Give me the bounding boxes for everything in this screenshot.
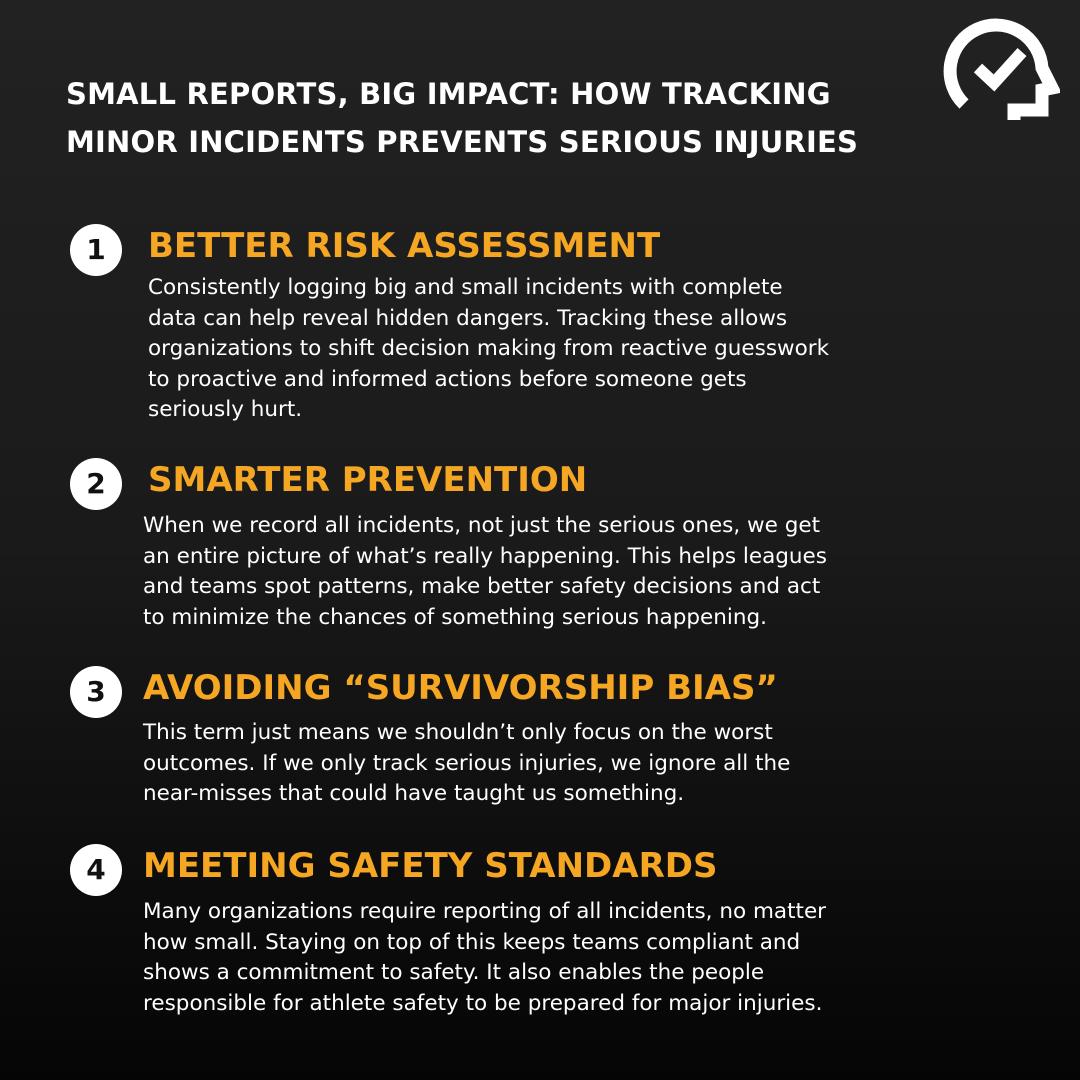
body-line: seriously hurt. (148, 397, 303, 422)
section-heading: MEETING SAFETY STANDARDS (143, 846, 718, 886)
section-body (148, 273, 888, 426)
number-badge: 1 (70, 224, 122, 276)
body-line: organizations to shift decision making from reactive guesswork (148, 336, 830, 361)
body-line: This term just means we shouldn’t only focus on the worst (143, 720, 773, 745)
section-body (143, 897, 883, 1019)
section-body (143, 511, 883, 633)
section-heading: BETTER RISK ASSESSMENT (148, 226, 661, 266)
body-line: Many organizations require reporting of all incidents, no matter (143, 899, 827, 924)
section-heading: SMARTER PREVENTION (148, 460, 588, 500)
body-line: an entire picture of what’s really happening. This helps leagues (143, 543, 827, 569)
body-line: to minimize the chances of something serious happening. (143, 604, 767, 630)
body-line: responsible for athlete safety to be prepared for major injuries. (143, 990, 823, 1016)
body-line: to proactive and informed actions before someone gets (148, 366, 747, 392)
body-line: Consistently logging big and small incidents with complete (148, 275, 783, 300)
number-badge: 4 (70, 844, 122, 896)
page-title (66, 70, 886, 166)
body-line: how small. Staying on top of this keeps teams compliant and (143, 929, 801, 955)
body-line: data can help reveal hidden dangers. Tracking these allows (148, 305, 788, 331)
title-line: SMALL REPORTS, BIG IMPACT: HOW TRACKING (66, 77, 831, 111)
section-body (143, 718, 883, 810)
section-heading: AVOIDING “SURVIVORSHIP BIAS” (143, 668, 778, 708)
body-line: When we record all incidents, not just the serious ones, we get (143, 513, 820, 538)
number-badge: 2 (70, 458, 122, 510)
title-line: MINOR INCIDENTS PREVENTS SERIOUS INJURIES (66, 125, 859, 159)
body-line: and teams spot patterns, make better safety decisions and act (143, 574, 821, 599)
body-line: near-misses that could have taught us something. (143, 781, 685, 806)
body-line: outcomes. If we only track serious injuries, we ignore all the (143, 750, 791, 776)
number-badge: 3 (70, 666, 122, 718)
head-checkmark-icon (942, 18, 1060, 126)
body-line: shows a commitment to safety. It also enables the people (143, 960, 765, 985)
